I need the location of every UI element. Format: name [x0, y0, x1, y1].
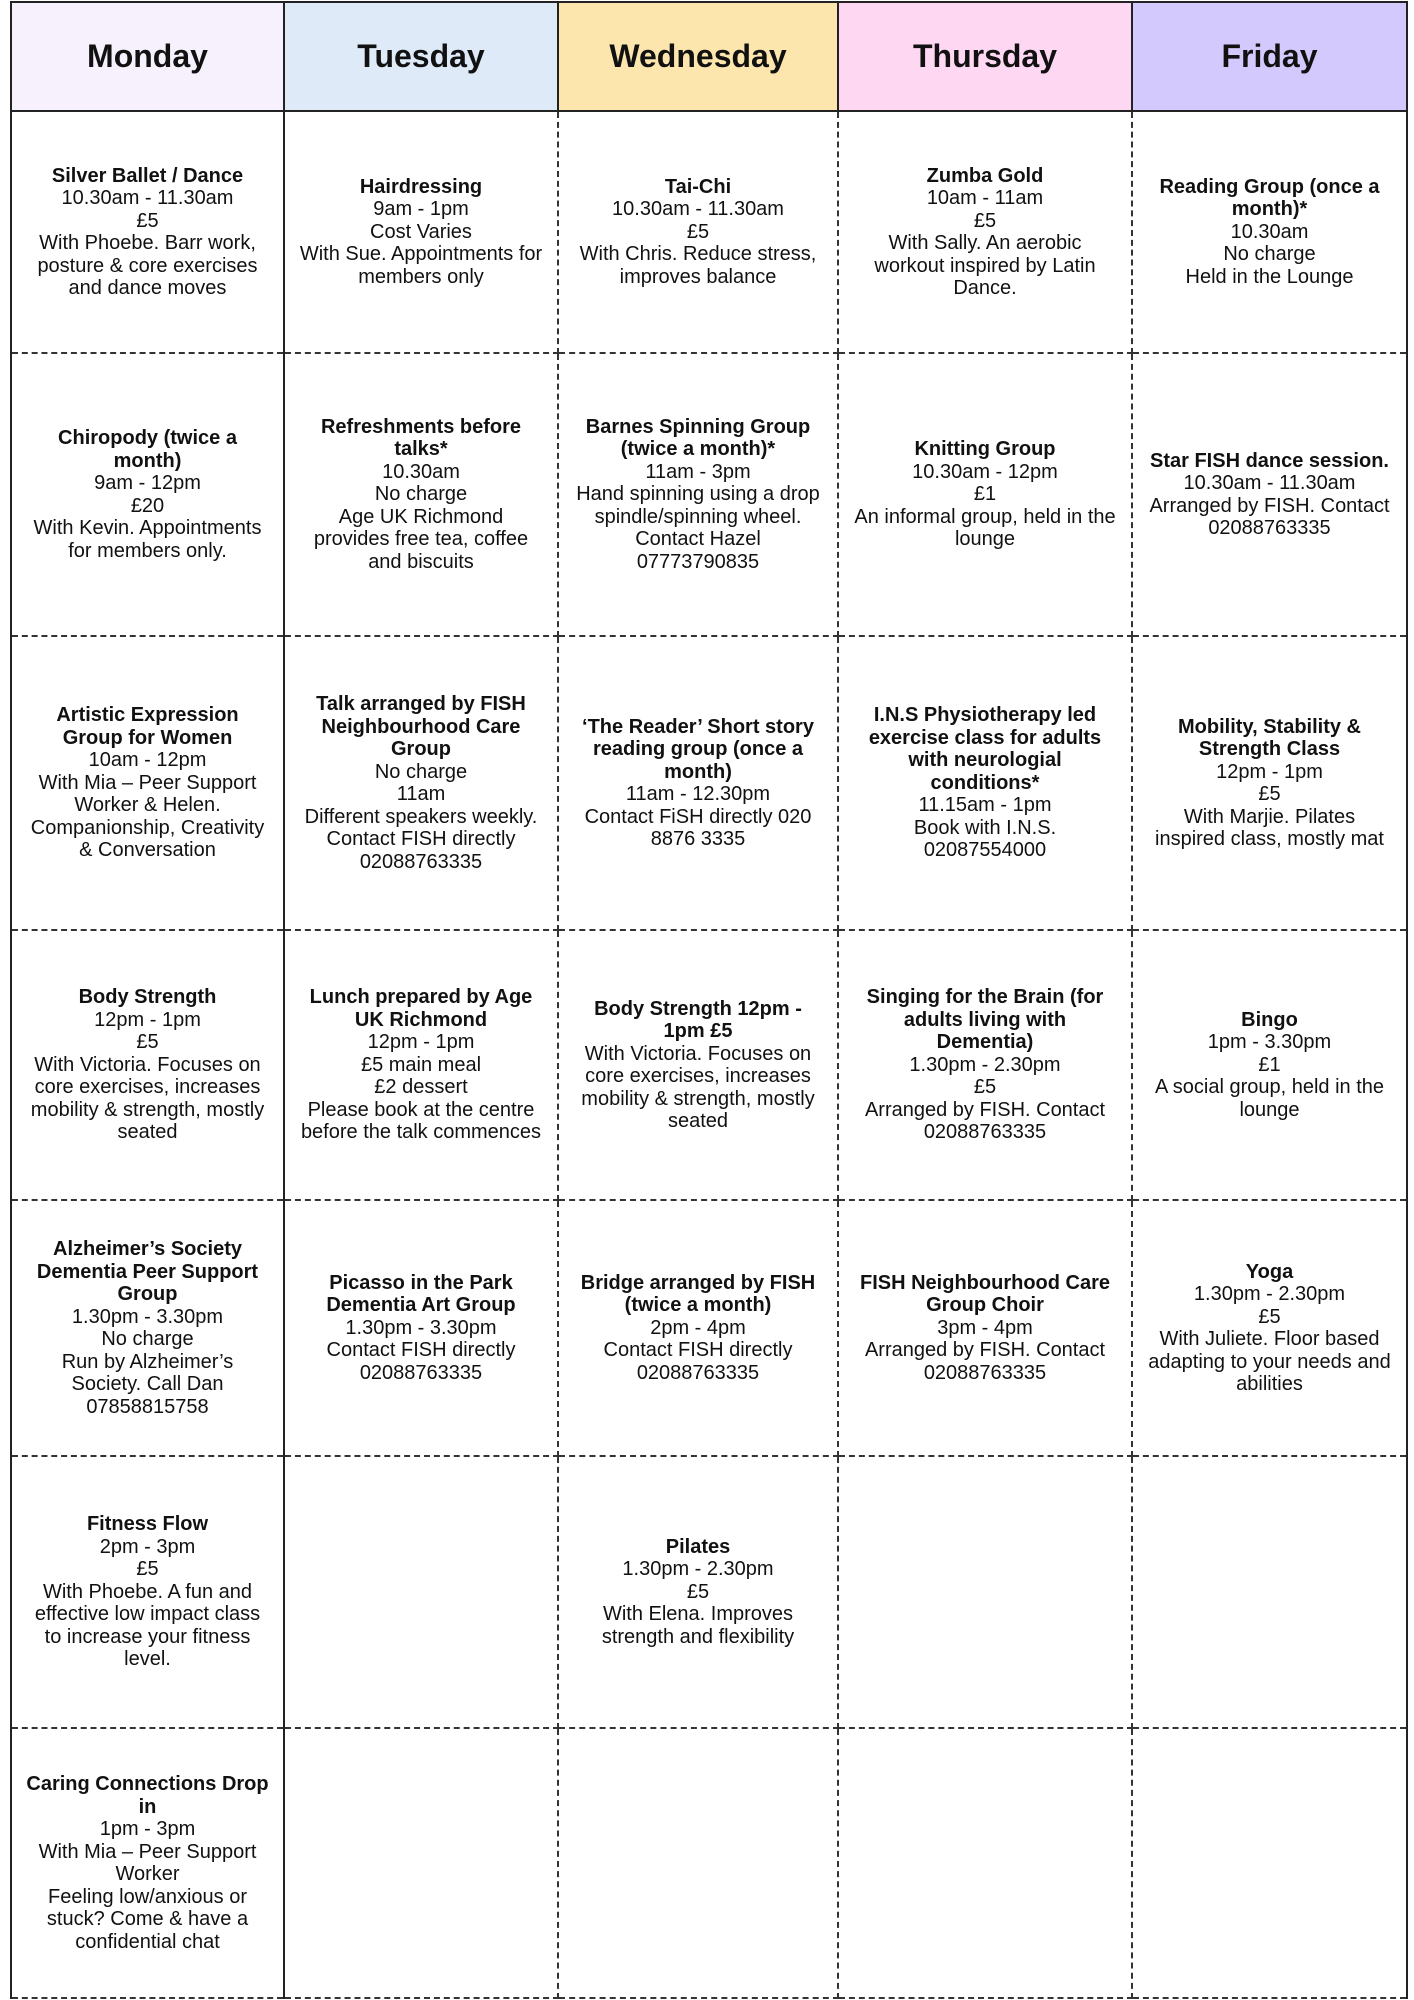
- activity-detail: 12pm - 1pm: [1216, 760, 1323, 783]
- activity-title: Bridge arranged by FISH (twice a month): [580, 1271, 816, 1317]
- activity-detail: 10.30am - 11.30am: [61, 187, 234, 209]
- activity-title: Refreshments before talks*: [320, 415, 522, 461]
- activity-detail: £5 main meal: [360, 1053, 482, 1076]
- activity-detail: Arranged by FISH. Contact 02088763335: [864, 1098, 1106, 1144]
- activity-detail: 10.30am - 11.30am: [1183, 472, 1356, 494]
- activity-detail: £1: [973, 483, 997, 506]
- activity-detail: 9am - 12pm: [94, 472, 201, 494]
- timetable-row: [11, 1200, 1407, 1456]
- activity-cell-tuesday: [284, 111, 558, 353]
- empty-cell: [838, 1728, 1132, 1998]
- day-header-row: [11, 2, 1407, 111]
- activity-detail: Contact FISH directly 02088763335: [326, 1339, 516, 1384]
- activity-detail: 10am - 11am: [926, 187, 1044, 209]
- activity-detail: With Elena. Improves strength and flexibility: [601, 1603, 795, 1648]
- activity-cell-thursday: [838, 111, 1132, 353]
- timetable-row: [11, 636, 1407, 930]
- activity-title: Tai-Chi: [664, 175, 732, 198]
- day-header-friday: Friday: [1132, 2, 1407, 111]
- activity-cell-wednesday: [558, 1200, 838, 1456]
- activity-detail: 1.30pm - 2.30pm: [1193, 1283, 1346, 1305]
- timetable-body: [11, 111, 1407, 1998]
- activity-title: Artistic Expression Group for Women: [56, 704, 239, 749]
- empty-cell: [284, 1728, 558, 1998]
- activity-detail: 12pm - 1pm: [94, 1008, 201, 1031]
- activity-cell-tuesday: [284, 636, 558, 930]
- activity-detail: 1.30pm - 2.30pm: [909, 1053, 1061, 1076]
- activity-title: Yoga: [1245, 1260, 1294, 1283]
- activity-cell-friday: [1132, 1200, 1407, 1456]
- activity-title: Hairdressing: [359, 175, 483, 198]
- activity-detail: No charge: [374, 483, 468, 506]
- activity-cell-monday: [11, 636, 284, 930]
- activity-detail: £5: [136, 209, 159, 232]
- activity-detail: With Juliete. Floor based adapting to your needs and abilities: [1148, 1328, 1391, 1395]
- activity-detail: Book with I.N.S. 02087554000: [913, 816, 1057, 862]
- activity-detail: Age UK Richmond provides free tea, coffee and biscuits: [313, 505, 529, 573]
- activity-detail: £5: [973, 209, 997, 232]
- activity-title: ‘The Reader’ Short story reading group (once a month): [582, 715, 814, 783]
- timetable-row: [11, 353, 1407, 636]
- activity-detail: Contact FiSH directly 020 8876 3335: [584, 805, 812, 850]
- activity-detail: £5: [1258, 1305, 1281, 1328]
- activity-cell-monday: [11, 353, 284, 636]
- activity-detail: Please book at the centre before the talk commences: [300, 1098, 542, 1144]
- activity-detail: Feeling low/anxious or stuck? Come & have a confidential chat: [46, 1885, 249, 1953]
- activity-detail: With Mia – Peer Support Worker & Helen. Companionship, Creativity & Conversation: [30, 771, 265, 862]
- activity-detail: With Victoria. Focuses on core exercises, increases mobility & strength, mostly seated: [581, 1042, 815, 1132]
- activity-detail: 10am - 12pm: [88, 749, 207, 772]
- activity-detail: Different speakers weekly. Contact FISH directly 02088763335: [304, 805, 538, 873]
- activity-detail: £5: [1258, 783, 1281, 805]
- activity-cell-thursday: [838, 353, 1132, 636]
- activity-detail: 1.30pm - 3.30pm: [71, 1305, 224, 1328]
- activity-cell-friday: [1132, 111, 1407, 353]
- activity-detail: £5: [136, 1558, 159, 1581]
- activity-detail: Run by Alzheimer’s Society. Call Dan 07858815758: [61, 1350, 234, 1418]
- activity-title: Reading Group (once a month)*: [1159, 175, 1380, 221]
- weekly-timetable: [10, 1, 1408, 1999]
- activity-detail: With Mia – Peer Support Worker: [38, 1840, 257, 1885]
- activity-detail: With Kevin. Appointments for members only.: [33, 517, 262, 562]
- activity-detail: No charge: [1223, 243, 1316, 266]
- activity-detail: 10.30am - 12pm: [912, 460, 1058, 483]
- activity-cell-monday: [11, 1728, 284, 1998]
- timetable-row: [11, 1456, 1407, 1728]
- activity-detail: 10.30am: [382, 460, 460, 483]
- activity-title: Chiropody (twice a month): [58, 427, 237, 472]
- empty-cell: [1132, 1728, 1407, 1998]
- activity-title: I.N.S Physiotherapy led exercise class for adults with neurologial conditions*: [868, 704, 1102, 794]
- activity-detail: 1pm - 3.30pm: [1207, 1031, 1332, 1054]
- activity-detail: A social group, held in the lounge: [1154, 1076, 1385, 1121]
- activity-cell-wednesday: [558, 1456, 838, 1728]
- activity-cell-thursday: [838, 1200, 1132, 1456]
- activity-cell-monday: [11, 930, 284, 1200]
- activity-title: Fitness Flow: [86, 1513, 209, 1536]
- activity-detail: With Marjie. Pilates inspired class, mostly mat: [1155, 805, 1384, 850]
- activity-detail: 2pm - 4pm: [650, 1316, 746, 1339]
- activity-title: Star FISH dance session.: [1150, 449, 1389, 472]
- activity-title: Zumba Gold: [926, 164, 1044, 187]
- activity-detail: 12pm - 1pm: [367, 1031, 475, 1054]
- activity-detail: Arranged by FISH. Contact 02088763335: [1149, 494, 1390, 539]
- activity-detail: Held in the Lounge: [1185, 265, 1354, 288]
- activity-cell-wednesday: [558, 636, 838, 930]
- activity-detail: With Chris. Reduce stress, improves balance: [579, 243, 817, 288]
- activity-detail: 1.30pm - 2.30pm: [622, 1558, 774, 1581]
- activity-detail: With Phoebe. A fun and effective low impact class to increase your fitness level.: [34, 1580, 261, 1671]
- empty-cell: [284, 1456, 558, 1728]
- activity-cell-thursday: [838, 930, 1132, 1200]
- activity-title: Alzheimer’s Society Dementia Peer Support Group: [36, 1238, 259, 1305]
- activity-title: Silver Ballet / Dance: [51, 164, 244, 187]
- day-header-monday: Monday: [11, 2, 284, 111]
- activity-detail: £2 dessert: [374, 1076, 468, 1099]
- activity-detail: £5: [136, 1031, 159, 1054]
- activity-detail: With Sue. Appointments for members only: [299, 243, 543, 288]
- activity-cell-tuesday: [284, 930, 558, 1200]
- activity-cell-tuesday: [284, 353, 558, 636]
- activity-detail: 10.30am: [1230, 220, 1309, 243]
- timetable-row: [11, 1728, 1407, 1998]
- activity-title: Singing for the Brain (for adults living with Dementia): [866, 986, 1104, 1054]
- activity-cell-wednesday: [558, 111, 838, 353]
- activity-detail: 1pm - 3pm: [99, 1818, 196, 1840]
- activity-title: Lunch prepared by Age UK Richmond: [309, 986, 533, 1031]
- activity-cell-monday: [11, 1456, 284, 1728]
- empty-cell: [838, 1456, 1132, 1728]
- activity-title: Picasso in the Park Dementia Art Group: [326, 1271, 516, 1317]
- activity-title: Pilates: [665, 1535, 731, 1558]
- activity-detail: An informal group, held in the lounge: [854, 505, 1116, 551]
- activity-detail: With Sally. An aerobic workout inspired by Latin Dance.: [874, 232, 1096, 299]
- day-header-thursday: Thursday: [838, 2, 1132, 111]
- activity-cell-tuesday: [284, 1200, 558, 1456]
- activity-cell-wednesday: [558, 930, 838, 1200]
- activity-detail: £20: [130, 494, 165, 517]
- activity-detail: 1.30pm - 3.30pm: [345, 1316, 497, 1339]
- activity-detail: With Victoria. Focuses on core exercises, increases mobility & strength, mostly seated: [30, 1053, 265, 1144]
- activity-detail: No charge: [374, 760, 468, 783]
- timetable-row: [11, 111, 1407, 353]
- activity-title: Caring Connections Drop in: [26, 1773, 269, 1818]
- activity-detail: 11am - 3pm: [645, 460, 751, 483]
- day-header-tuesday: Tuesday: [284, 2, 558, 111]
- activity-cell-monday: [11, 1200, 284, 1456]
- activity-cell-thursday: [838, 636, 1132, 930]
- activity-title: Bingo: [1241, 1008, 1298, 1031]
- activity-title: Mobility, Stability & Strength Class: [1178, 715, 1361, 760]
- empty-cell: [558, 1728, 838, 1998]
- activity-detail: 2pm - 3pm: [99, 1535, 196, 1558]
- activity-detail: 11am - 12.30pm: [625, 783, 771, 805]
- activity-detail: Cost Varies: [370, 220, 472, 243]
- activity-title: FISH Neighbourhood Care Group Choir: [860, 1271, 1110, 1317]
- activity-title: Body Strength 12pm - 1pm £5: [594, 997, 802, 1042]
- activity-detail: 3pm - 4pm: [937, 1316, 1033, 1339]
- activity-detail: £1: [1258, 1053, 1281, 1076]
- activity-cell-friday: [1132, 353, 1407, 636]
- activity-title: Body Strength: [78, 986, 217, 1009]
- activity-cell-friday: [1132, 636, 1407, 930]
- activity-detail: £5: [973, 1076, 997, 1099]
- activity-detail: £5: [686, 220, 710, 243]
- activity-detail: 11am: [396, 783, 446, 805]
- activity-detail: Hand spinning using a drop spindle/spinning wheel. Contact Hazel 07773790835: [576, 483, 820, 573]
- activity-title: Barnes Spinning Group (twice a month)*: [585, 415, 811, 461]
- activity-title: Talk arranged by FISH Neighbourhood Care Group: [316, 693, 526, 760]
- activity-detail: 10.30am - 11.30am: [612, 198, 784, 221]
- activity-detail: £5: [686, 1580, 710, 1603]
- activity-title: Knitting Group: [914, 438, 1056, 461]
- activity-detail: Arranged by FISH. Contact 02088763335: [864, 1339, 1106, 1384]
- activity-cell-wednesday: [558, 353, 838, 636]
- empty-cell: [1132, 1456, 1407, 1728]
- activity-detail: 11.15am - 1pm: [918, 794, 1052, 817]
- day-header-wednesday: Wednesday: [558, 2, 838, 111]
- activity-detail: Contact FISH directly 02088763335: [603, 1339, 793, 1384]
- timetable-row: [11, 930, 1407, 1200]
- activity-cell-friday: [1132, 930, 1407, 1200]
- activity-detail: No charge: [101, 1328, 194, 1350]
- activity-cell-monday: [11, 111, 284, 353]
- activity-detail: With Phoebe. Barr work, posture & core exercises and dance moves: [37, 232, 258, 299]
- activity-detail: 9am - 1pm: [373, 198, 469, 221]
